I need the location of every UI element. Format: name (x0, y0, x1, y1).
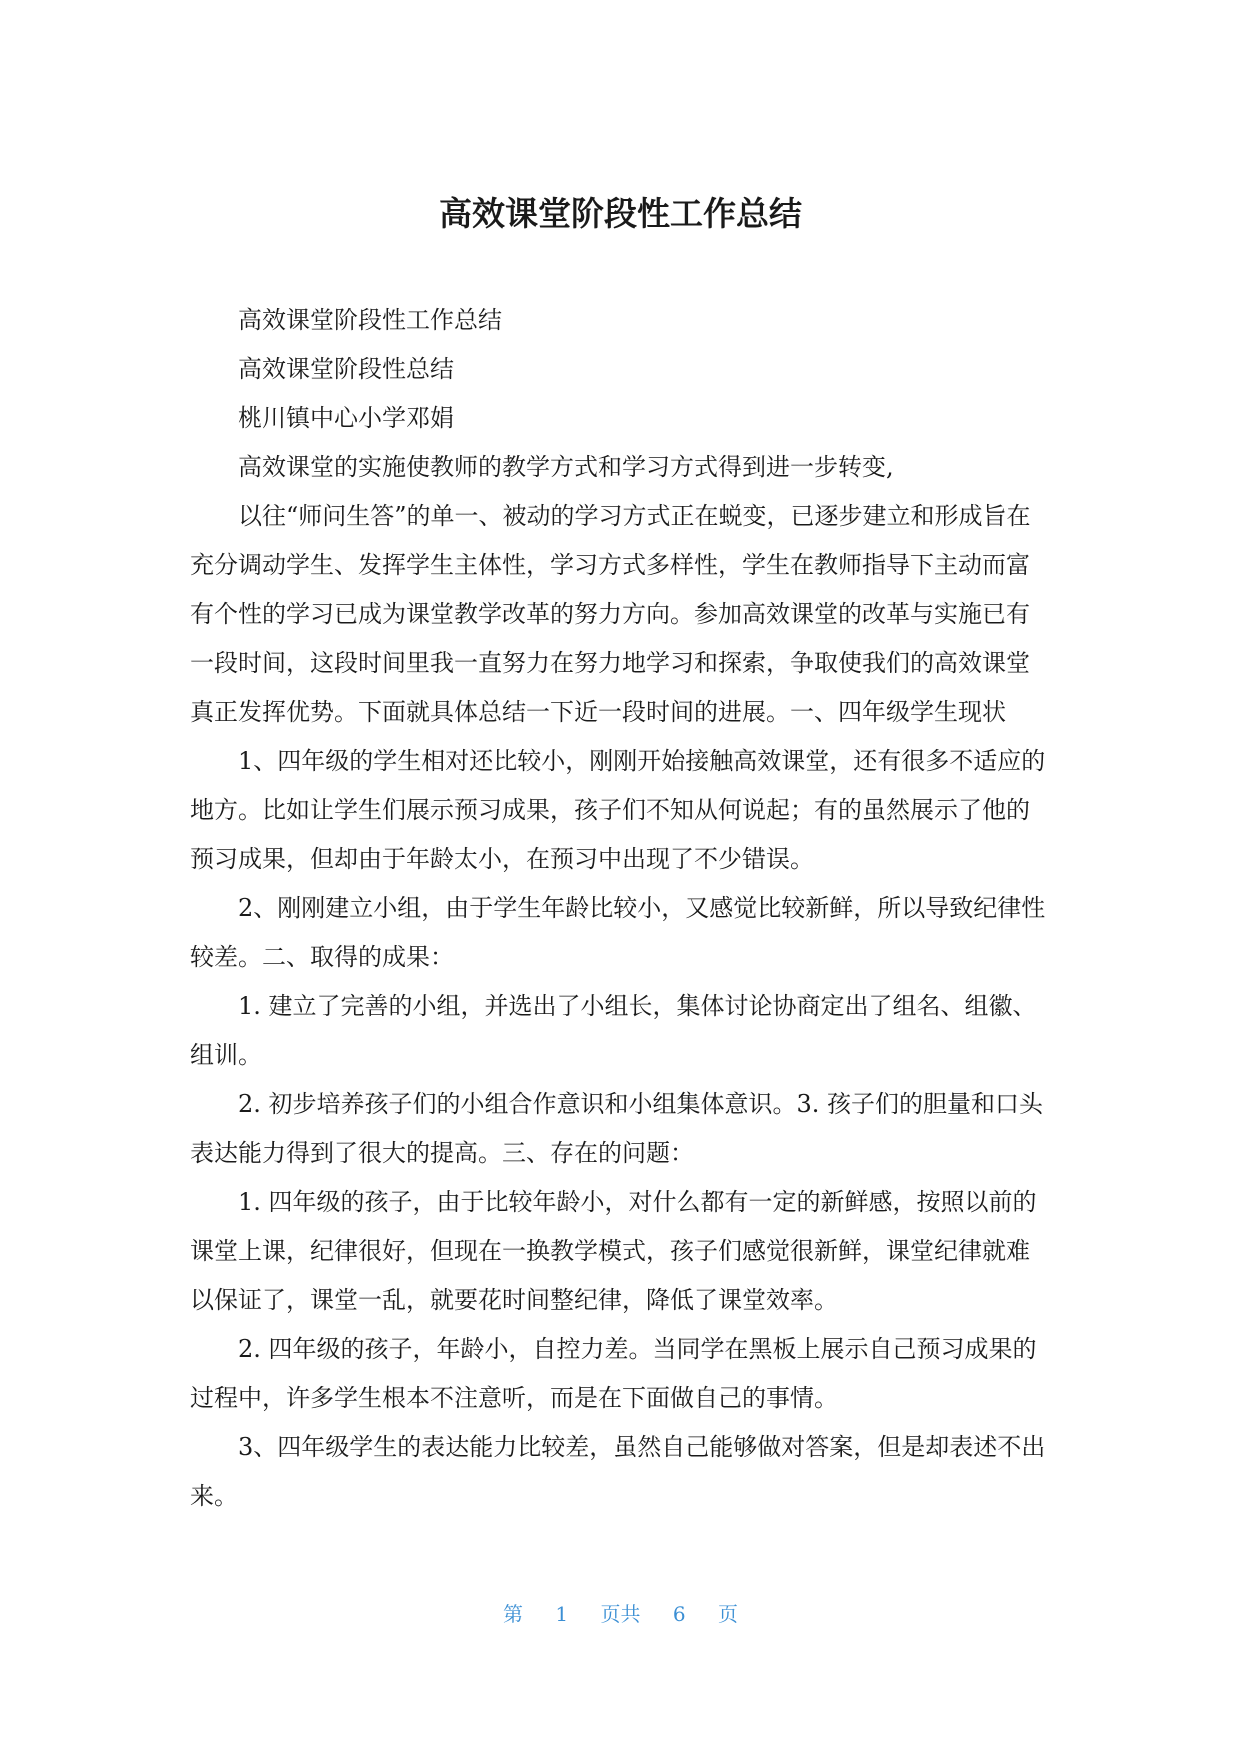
paragraph: 3、四年级学生的表达能力比较差，虽然自己能够做对答案，但是却表述不出来。 (190, 1433, 1046, 1510)
paragraph: 2. 初步培养孩子们的小组合作意识和小组集体意识。3. 孩子们的胆量和口头表达能力得到了很大的提高。三、存在的问题： (190, 1090, 1044, 1167)
footer-middle: 页共 (600, 1602, 641, 1626)
paragraph: 1. 建立了完善的小组，并选出了小组长，集体讨论协商定出了组名、组徽、组训。 (190, 992, 1037, 1069)
document-title: 高效课堂阶段性工作总结 (439, 194, 802, 233)
footer-total-pages: 6 (672, 1602, 686, 1626)
paragraph: 高效课堂阶段性总结 (238, 355, 454, 383)
paragraph: 高效课堂的实施使教师的教学方式和学习方式得到进一步转变, (238, 453, 894, 481)
paragraph: 1、四年级的学生相对还比较小，刚刚开始接触高效课堂，还有很多不适应的地方。比如让学生们展示预习成果，孩子们不知从何说起；有的虽然展示了他的预习成果，但却由于年龄太小，在预习中出现了不少错误。 (190, 747, 1046, 873)
footer-prefix: 第 (503, 1602, 524, 1626)
document-body (190, 296, 1052, 1521)
page-footer (0, 1598, 1241, 1627)
paragraph: 2、刚刚建立小组，由于学生年龄比较小，又感觉比较新鲜，所以导致纪律性较差。二、取得的成果： (190, 894, 1046, 971)
paragraph: 高效课堂阶段性工作总结 (238, 306, 502, 334)
paragraph: 1. 四年级的孩子，由于比较年龄小，对什么都有一定的新鲜感，按照以前的课堂上课，纪律很好，但现在一换教学模式，孩子们感觉很新鲜，课堂纪律就难以保证了，课堂一乱，就要花时间整纪律，降低了课堂效率。 (190, 1188, 1037, 1314)
footer-page-number: 1 (555, 1602, 569, 1626)
paragraph: 桃川镇中心小学邓娟 (238, 404, 454, 432)
paragraph: 2. 四年级的孩子，年龄小，自控力差。当同学在黑板上展示自己预习成果的过程中，许多学生根本不注意听，而是在下面做自己的事情。 (190, 1335, 1037, 1412)
footer-suffix: 页 (717, 1602, 738, 1626)
paragraph: 以往“师问生答”的单一、被动的学习方式正在蜕变，已逐步建立和形成旨在充分调动学生、发挥学生主体性，学习方式多样性，学生在教师指导下主动而富有个性的学习已成为课堂教学改革的努力方向。参加高效课堂的改革与实施已有一段时间，这段时间里我一直努力在努力地学习和探索，争取使我们的高效课堂真正发挥优势。下面就具体总结一下近一段时间的进展。一、四年级学生现状 (190, 502, 1031, 726)
